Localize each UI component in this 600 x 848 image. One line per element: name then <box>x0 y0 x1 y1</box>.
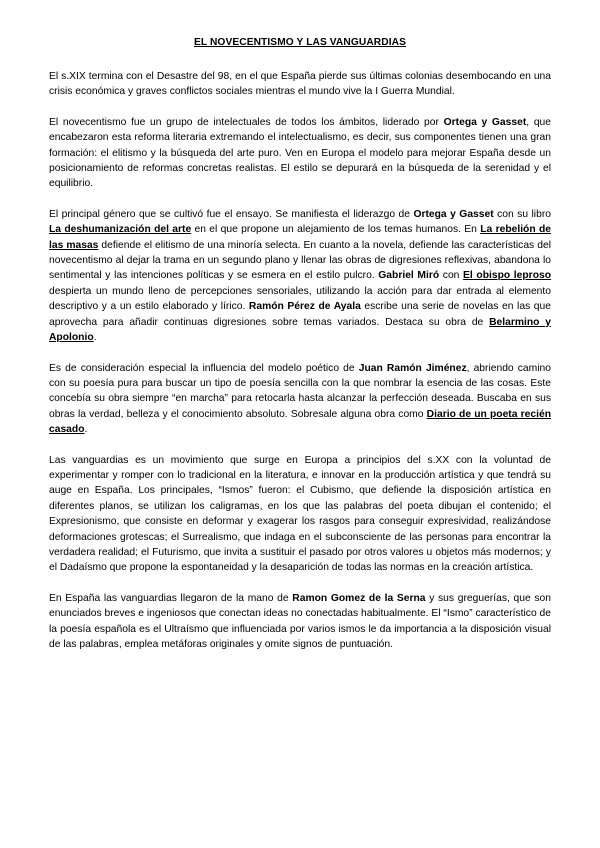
paragraph-vanguardias <box>49 453 551 576</box>
work-title: Belarmino y Apolonio <box>49 316 551 344</box>
text: El s.XIX termina con el Desastre del 98, en el que España pierde sus últimas colonias desembocando en una crisis económica y graves conflictos sociales mientras el mundo vive la I Guerra Mundial. <box>49 71 551 98</box>
text: Las vanguardias es un movimiento que surge en Europa a principios del s.XX con la voluntad de experimentar y romper con lo tradicional en la literatura, e innovar en la producción artística y que tendrá su auge en España. Los principales, “Ismos” fueron: el Cubismo, que defiende la disposición artística en diferentes planos, se utilizan los caligramas, en los que las palabras del poeta dibujan el contenido; el Expresionismo, que consiste en deformar y exagerar los rasgos para conseguir expresividad, realizándose deformaciones grotescas; el Surrealismo, que indaga en el subconsciente de las personas para encontrar la verdadera realidad; el Futurismo, que invita a sustituir el pasado por otros valores u objetos más modernos; y el Dadaísmo que propone la espontaneidad y la desaparición de todas las normas en la creación artística. <box>49 454 551 574</box>
work-title: Diario de un poeta recién casado <box>49 408 551 436</box>
author-name: Gabriel Miró <box>378 270 440 282</box>
author-name: Ramón Pérez de Ayala <box>248 301 361 313</box>
work-title: La deshumanización del arte <box>49 224 192 236</box>
author-name: Juan Ramón Jiménez <box>358 362 467 374</box>
work-title: La rebelión de las masas <box>49 224 551 251</box>
text: El novecentismo fue un grupo de intelectuales de todos los ámbitos, liderado por <box>49 116 444 128</box>
paragraph-novecentismo <box>49 115 551 192</box>
work-title: El obispo leproso <box>463 270 551 282</box>
text: despierta un mundo lleno de percepciones sensoriales, utilizando la acción para dar entrada al elemento descriptivo y a un estilo elaborado y lírico. <box>49 285 551 313</box>
text: y sus greguerías, que son enunciados breves e ingeniosos que conectan ideas no conectadas habitualmente. El “Ismo” característico de la poesía española es el Ultraísmo que influenciada por varios ismos le da importancia a la disposición visual de las palabras, emplea metáforas originales y omite signos de puntuación. <box>49 592 551 650</box>
paragraph-juan-ramon <box>49 361 551 438</box>
paragraph-intro <box>49 69 551 100</box>
paragraph-ensayo <box>49 207 551 346</box>
text: con su libro <box>493 208 551 220</box>
text: con <box>439 270 464 282</box>
author-name: Ortega y Gasset <box>413 208 494 220</box>
text: . <box>84 424 88 436</box>
text: Es de consideración especial la influencia del modelo poético de <box>49 362 359 374</box>
text: , abriendo camino con su poesía pura para buscar un tipo de poesía sencilla con la que nombrar la esencia de las cosas. Este concebía su obra siempre “en marcha” para retocarla hasta alcanzar la perfección deseada. Buscaba en sus obras la verdad, belleza y el conocimiento absoluto. Sobresale alguna obra como <box>49 362 551 420</box>
text: En España las vanguardias llegaron de la mano de <box>49 592 293 604</box>
page-title: EL NOVECENTISMO Y LAS VANGUARDIAS <box>194 37 406 48</box>
paragraph-espana <box>49 591 551 653</box>
text: escribe una serie de novelas en las que aprovecha para añadir continuas digresiones sobre temas variados. Destaca su obra de <box>49 301 551 328</box>
text: . <box>93 332 97 344</box>
author-name: Ramon Gomez de la Serna <box>292 592 426 604</box>
text: en el que propone un alejamiento de los temas humanos. En <box>191 224 481 236</box>
text: El principal género que se cultivó fue el ensayo. Se manifiesta el liderazgo de <box>49 208 414 220</box>
text: , que encabezaron esta reforma literaria extremando el intelectualismo, es decir, sus componentes tienen una gran formación: el elitismo y la búsqueda del arte puro. Ven en Europa el modelo para mejorar España desde un posicionamiento de reformas concretas realistas. El estilo se depurará en la búsqueda de la serenidad y el equilibrio. <box>49 116 552 190</box>
text: defiende el elitismo de una minoría selecta. En cuanto a la novela, defiende las características del novecentismo al dejar la trama en un segundo plano y llenar las obras de digresiones reflexivas, abandona lo sentimental y las intenciones políticas y se esmera en el estilo pulcro. <box>49 239 551 282</box>
author-name: Ortega y Gasset <box>443 116 527 128</box>
